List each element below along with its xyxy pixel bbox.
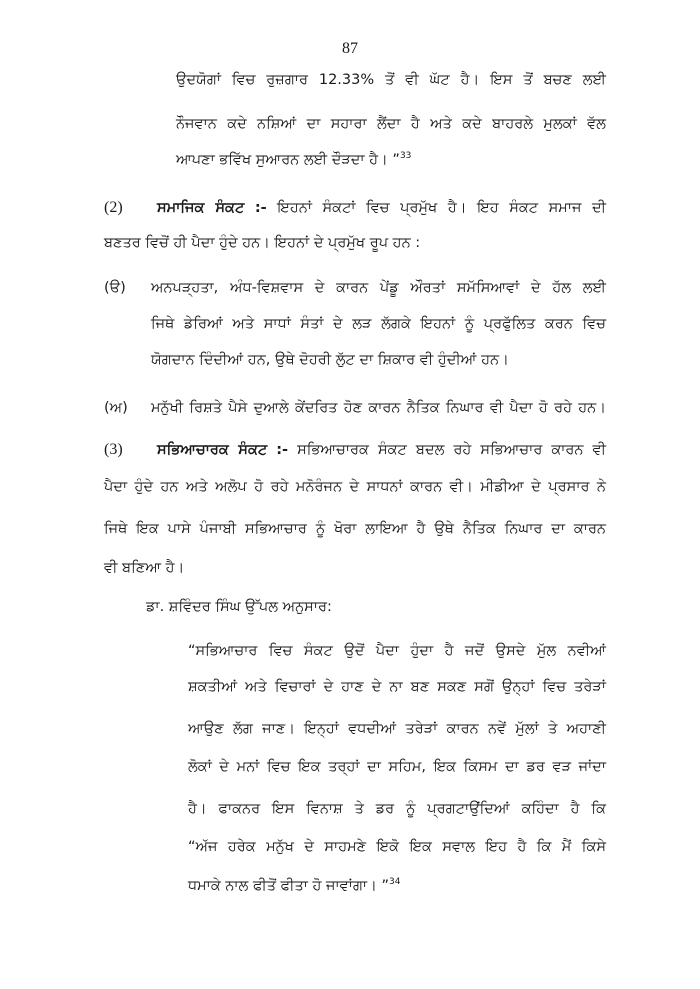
paragraph-line: ਬਣਤਰ ਵਿਚੋਂ ਹੀ ਪੈਦਾ ਹੁੰਦੇ ਹਨ। ਇਹਨਾਂ ਦੇ ਪ੍ਰਮੁੱਖ ਰੂਪ ਹਨ : (104, 235, 421, 251)
quote-text: ਧਮਾਕੇ ਨਾਲ ਫੀਤੋਂ ਫੀਤਾ ਹੋ ਜਾਵਾਂਗਾ। ” (188, 878, 389, 894)
section-number: (2) (104, 199, 123, 216)
quote-line: ਹੈ। ਫਾਕਨਰ ਇਸ ਵਿਨਾਸ਼ ਤੇ ਡਰ ਨੂੰ ਪ੍ਰਗਟਾਉਂਦਿਆਂ ਕਹਿੰਦਾ ਹੈ ਕਿ (188, 801, 606, 817)
footnote-ref: 34 (388, 877, 401, 888)
list-item-line: ਮਨੁੱਖੀ ਰਿਸ਼ਤੇ ਪੈਸੇ ਦੁਆਲੇ ਕੇਂਦਰਿਤ ਹੋਣ ਕਾਰਨ ਨੈਤਿਕ ਨਿਘਾਰ ਵੀ ਪੈਦਾ ਹੋ ਰਹੇ ਹਨ। (151, 400, 606, 416)
section-heading: ਸਭਿਆਚਾਰਕ ਸੰਕਟ (157, 442, 268, 458)
quote-line: ਲੋਕਾਂ ਦੇ ਮਨਾਂ ਵਿਚ ਇਕ ਤਰ੍ਹਾਂ ਦਾ ਸਹਿਮ, ਇਕ ਕਿਸਮ ਦਾ ਡਰ ਵੜ ਜਾਂਦਾ (188, 759, 606, 775)
attribution: ਡਾ. ਸ਼ਵਿੰਦਰ ਸਿੰਘ ਉੱਪਲ ਅਨੁਸਾਰ: (146, 599, 332, 615)
list-marker: (ਅ) (104, 400, 128, 416)
quote-line: “ਅੱਜ ਹਰੇਕ ਮਨੁੱਖ ਦੇ ਸਾਹਮਣੇ ਇਕੋ ਇਕ ਸਵਾਲ ਇਹ ਹੈ ਕਿ ਮੈਂ ਕਿਸੇ (188, 839, 606, 855)
paragraph-line: ਉਦਯੋਗਾਂ ਵਿਚ ਰੁਜ਼ਗਾਰ 12.33% ਤੋਂ ਵੀ ਘੱਟ ਹੈ। ਇਸ ਤੋਂ ਬਚਣ ਲਈ (176, 72, 606, 88)
quote-line-last (188, 876, 606, 896)
quote-line: ਆਉਣ ਲੱਗ ਜਾਣ। ਇਨ੍ਹਾਂ ਵਧਦੀਆਂ ਤਰੇੜਾਂ ਕਾਰਨ ਨਵੇਂ ਮੁੱਲਾਂ ਤੇ ਅਹਾਣੀ (188, 721, 606, 737)
paragraph-text: ਆਪਣਾ ਭਵਿੱਖ ਸੁਆਰਨ ਲਈ ਦੌੜਦਾ ਹੈ। ” (176, 152, 400, 168)
list-item-line: ਜਿਥੇ ਡੇਰਿਆਂ ਅਤੇ ਸਾਧਾਂ ਸੰਤਾਂ ਦੇ ਲੜ ਲੱਗਕੇ ਇਹਨਾਂ ਨੂੰ ਪ੍ਰਫੁੱਲਿਤ ਕਰਨ ਵਿਚ (151, 316, 606, 332)
list-marker: (ੳ) (104, 280, 126, 296)
paragraph-line: ਵੀ ਬਣਿਆ ਹੈ। (104, 560, 185, 576)
section-text: ਸਭਿਆਚਾਰਕ ਸੰਕਟ ਬਦਲ ਰਹੇ ਸਭਿਆਚਾਰ ਕਾਰਨ ਵੀ (297, 442, 606, 458)
page-number: 87 (342, 40, 358, 57)
quote-line: “ਸਭਿਆਚਾਰ ਵਿਚ ਸੰਕਟ ਉਦੋਂ ਪੈਦਾ ਹੁੰਦਾ ਹੈ ਜਦੋਂ ਉਸਦੇ ਮੁੱਲ ਨਵੀਆਂ (188, 643, 606, 659)
footnote-ref: 33 (399, 151, 412, 162)
section-number: (3) (104, 441, 123, 458)
paragraph-line-last (176, 150, 606, 170)
paragraph-line: ਨੌਜਵਾਨ ਕਦੇ ਨਸ਼ਿਆਂ ਦਾ ਸਹਾਰਾ ਲੈਂਦਾ ਹੈ ਅਤੇ ਕਦੇ ਬਾਹਰਲੇ ਮੁਲਕਾਂ ਵੱਲ (176, 116, 606, 132)
heading-separator: :- (254, 200, 267, 216)
section-heading-line (157, 440, 606, 460)
heading-separator: :- (276, 442, 289, 458)
section-heading: ਸਮਾਜਿਕ ਸੰਕਟ (157, 200, 245, 216)
paragraph-line: ਪੈਦਾ ਹੁੰਦੇ ਹਨ ਅਤੇ ਅਲੋਪ ਹੋ ਰਹੇ ਮਨੋਰੰਜਨ ਦੇ ਸਾਧਨਾਂ ਕਾਰਨ ਵੀ। ਮੀਡੀਆ ਦੇ ਪ੍ਰਸਾਰ ਨੇ (104, 479, 606, 495)
quote-line: ਸ਼ਕਤੀਆਂ ਅਤੇ ਵਿਚਾਰਾਂ ਦੇ ਹਾਣ ਦੇ ਨਾ ਬਣ ਸਕਣ ਸਗੋਂ ਉਨ੍ਹਾਂ ਵਿਚ ਤਰੇੜਾਂ (188, 679, 606, 695)
section-heading-line (157, 198, 606, 218)
paragraph-line: ਜਿਥੇ ਇਕ ਪਾਸੇ ਪੰਜਾਬੀ ਸਭਿਆਚਾਰ ਨੂੰ ਖੋਰਾ ਲਾਇਆ ਹੈ ਉਥੇ ਨੈਤਿਕ ਨਿਘਾਰ ਦਾ ਕਾਰਨ (104, 521, 606, 537)
list-item-line: ਅਨਪੜ੍ਹਤਾ, ਅੰਧ-ਵਿਸ਼ਵਾਸ ਦੇ ਕਾਰਨ ਪੇਂਡੂ ਔਰਤਾਂ ਸਮੱਸਿਆਵਾਂ ਦੇ ਹੱਲ ਲਈ (151, 280, 606, 296)
section-text: ਇਹਨਾਂ ਸੰਕਟਾਂ ਵਿਚ ਪ੍ਰਮੁੱਖ ਹੈ। ਇਹ ਸੰਕਟ ਸਮਾਜ ਦੀ (277, 200, 606, 216)
list-item-line: ਯੋਗਦਾਨ ਦਿੰਦੀਆਂ ਹਨ, ਉਥੇ ਦੋਹਰੀ ਲੁੱਟ ਦਾ ਸ਼ਿਕਾਰ ਵੀ ਹੁੰਦੀਆਂ ਹਨ। (151, 352, 509, 368)
